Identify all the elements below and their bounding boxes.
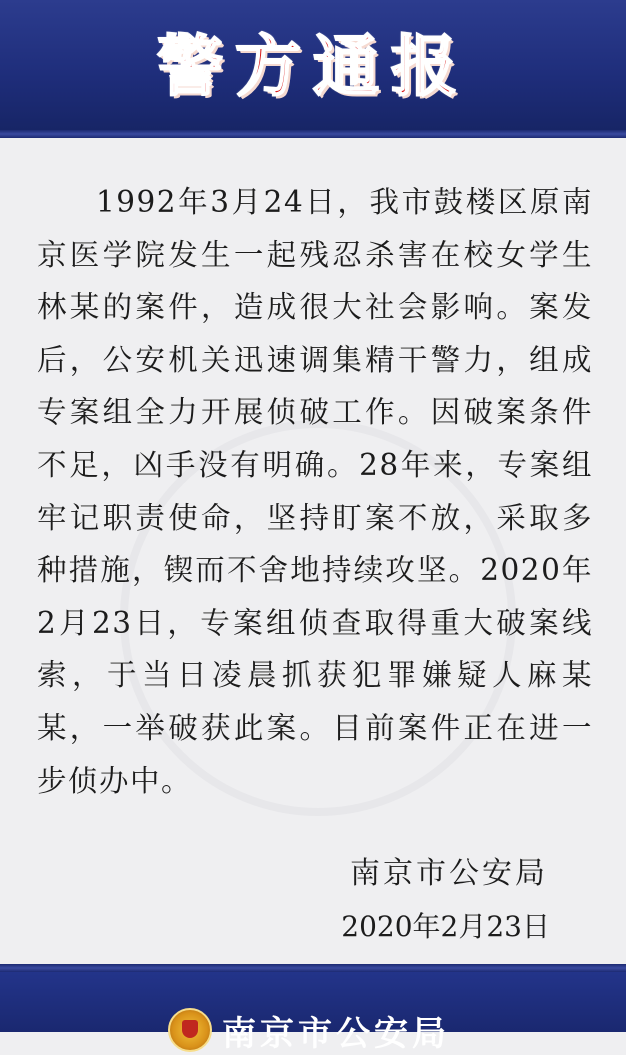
footer-banner [0,972,626,1054]
signature-organization: 南京市公安局 [350,856,548,891]
notice-paragraph: 1992年3月24日，我市鼓楼区原南京医学院发生一起残忍杀害在校女学生林某的案件，造成很大社会影响。案发后，公安机关迅速调集精干警力，组成专案组全力开展侦破工作。因破案条件不足，凶手没有明确。28年来，专案组牢记职责使命，坚持盯案不放，采取多种措施，锲而不舍地持续攻坚。2020年2月23日，专案组侦查取得重大破案线索，于当日凌晨抓获犯罪嫌疑人麻某某，一举破获此案。目前案件正在进一步侦办中。 [37,185,593,798]
footer-org-name: 南京市公安局 [222,1014,450,1054]
notice-body [37,176,593,807]
police-badge-icon [168,1008,212,1052]
header-divider [0,130,626,138]
footer-divider [0,964,626,972]
header-banner [0,0,626,130]
signature-date: 2020年2月23日 [341,910,550,943]
page-title: 警方通报 [157,28,469,105]
